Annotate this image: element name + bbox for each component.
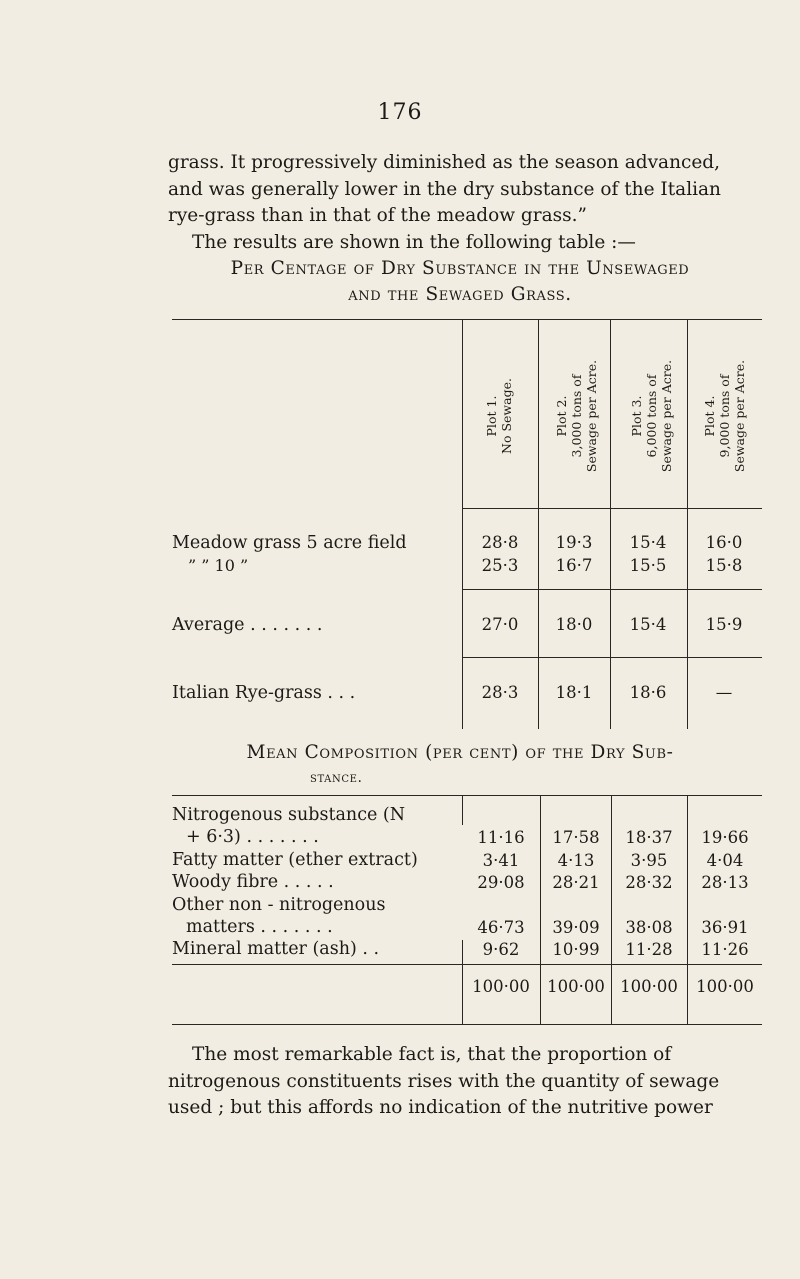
table2-col-rule [462, 795, 463, 825]
table2-label-line: Fatty matter (ether extract) [172, 849, 418, 870]
table1-col-rule [687, 319, 688, 729]
table1-col-rule [538, 319, 539, 729]
table2-label-line: Other non - nitrogenous [172, 894, 386, 915]
table1-cell: 25·3 [481, 556, 519, 575]
table1-cell: 15·4 [629, 533, 667, 552]
page-number: 176 [377, 100, 423, 125]
table2-bottom-rule [172, 1024, 762, 1025]
closing-line: nitrogenous constituents rises with the quantity of sewage [168, 1070, 720, 1092]
table1-col-rule [610, 319, 611, 729]
table1-cell: 15·8 [705, 556, 743, 575]
table1-cell: 27·0 [481, 615, 519, 634]
table2-total: 100·00 [547, 977, 605, 996]
table2-label-line: + 6·3) . . . . . . . [186, 827, 319, 848]
table2-col-plot2: 17·58 4·13 28·21 39·09 10·99 [552, 828, 600, 960]
closing-line: used ; but this affords no indication of the nutritive power [168, 1097, 713, 1118]
table1-col-header-plot4: Plot 4. 9,000 tons of Sewage per Acre. [702, 359, 747, 473]
table2-label-line: Nitrogenous substance (N [172, 805, 406, 825]
intro-line: and was generally lower in the dry substance of the Italian [168, 178, 721, 200]
table1-cell: 15·4 [629, 615, 667, 634]
table1-cell: — [715, 683, 733, 702]
table2-col-plot3: 18·37 3·95 28·32 38·08 11·28 [625, 828, 673, 960]
table1-cell: 19·3 [555, 533, 593, 552]
table2-row-labels [172, 805, 418, 962]
table2-label-line: Mineral matter (ash) . . [172, 939, 380, 960]
intro-paragraph [168, 150, 758, 256]
table1-row-label: Italian Rye-grass . . . [172, 683, 356, 703]
table1-row-label: Meadow grass 5 acre field [172, 533, 407, 553]
table1-row-rule [462, 589, 762, 590]
table1-cell: 18·0 [555, 615, 593, 634]
table1-cell: 15·9 [705, 615, 743, 634]
table1-col-rule [462, 319, 463, 729]
table1-row-rule [462, 657, 762, 658]
table1-row-label: Average . . . . . . . [172, 615, 323, 635]
table1-cell: 16·0 [705, 533, 743, 552]
closing-paragraph [168, 1042, 758, 1122]
table2-title-line2: stance. [310, 770, 363, 786]
table2-title-line1: Mean Composition (per cent) of the Dry Sub- [246, 742, 674, 763]
table1-cell: 18·1 [555, 683, 593, 702]
table2-label-line: Woody fibre . . . . . [172, 872, 334, 893]
closing-line: The most remarkable fact is, that the proportion of [192, 1044, 672, 1065]
table1-top-rule [172, 319, 762, 320]
table1-cell: 18·6 [629, 683, 667, 702]
table2-total: 100·00 [472, 977, 530, 996]
table2-sum-rule [172, 964, 762, 965]
table1-cell: 16·7 [555, 556, 593, 575]
table1-col-header-plot2: Plot 2. 3,000 tons of Sewage per Acre. [554, 359, 599, 473]
table2-col-rule [462, 940, 463, 1025]
table1-cell: 28·3 [481, 683, 519, 702]
intro-line: rye-grass than in that of the meadow grass.” [168, 205, 587, 226]
table1-cell: 15·5 [629, 556, 667, 575]
table2-total: 100·00 [696, 977, 754, 996]
intro-line: grass. It progressively diminished as the season advanced, [168, 152, 721, 173]
table1-title-line2: and the Sewaged Grass. [348, 284, 572, 305]
table2-label-line: matters . . . . . . . [186, 916, 333, 937]
table2-top-rule [172, 795, 762, 796]
table1-title-line1: Per Centage of Dry Substance in the Unsewaged [230, 258, 690, 279]
table2-col-plot1: 11·16 3·41 29·08 46·73 9·62 [477, 828, 525, 960]
table2-total: 100·00 [620, 977, 678, 996]
table1-col-header-plot1: Plot 1. No Sewage. [484, 378, 514, 454]
table1-header-rule [462, 508, 762, 509]
table1-col-header-plot3: Plot 3. 6,000 tons of Sewage per Acre. [629, 359, 674, 473]
table1-row-label: ” ” 10 ” [188, 556, 249, 575]
table1-cell: 28·8 [481, 533, 519, 552]
intro-line: The results are shown in the following table :— [192, 231, 636, 253]
table2-col-plot4: 19·66 4·04 28·13 36·91 11·26 [701, 828, 749, 960]
